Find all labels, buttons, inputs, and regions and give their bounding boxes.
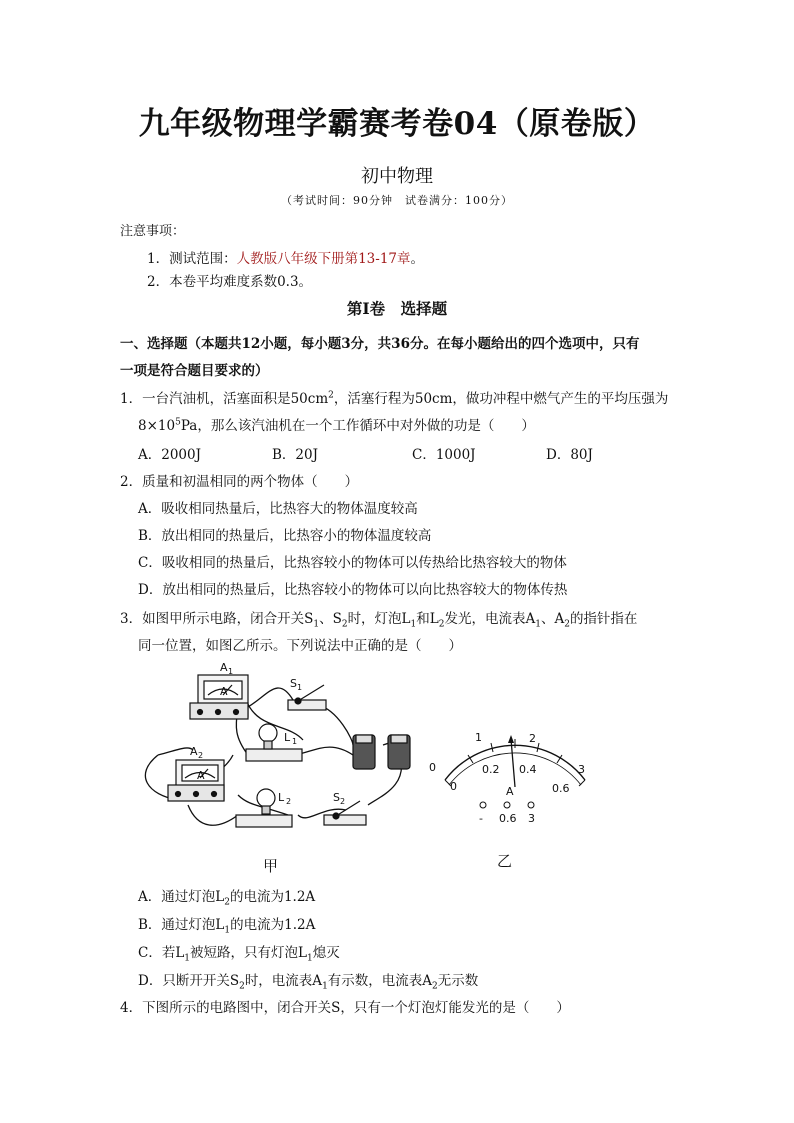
svg-text:2: 2 [198,751,204,760]
figure-a-caption: 甲 [263,857,279,875]
dial-bottom-2: 0.4 [519,763,537,776]
q4-stem: 4．下图所示的电路图中，闭合开关S，只有一个灯泡灯能发光的是（ ） [120,1000,570,1016]
ammeter-a2 [168,760,224,801]
dial-unit: A [506,785,514,798]
q3-stem-line-1: 3．如图甲所示电路，闭合开关$S_1$、$S_2$时，灯泡$L_1$和$L_2$发光，电流表$A_1$、$A_2$的指针指在 [120,611,638,630]
note-item-2: 2．本卷平均难度系数0.3。 [147,274,313,290]
dial-top-1: 1 [475,731,482,744]
svg-text:1: 1 [292,737,298,746]
label-l1: L [284,731,291,744]
svg-text:1: 1 [228,667,234,676]
q3-option-c[interactable]: C．若$L_1$被短路，只有灯泡$L_1$熄灭 [138,945,340,964]
q3-option-d[interactable]: D．只断开开关$S_2$时，电流表$A_1$有示数，电流表$A_2$无示数 [138,973,479,992]
q2-stem: 2．质量和初温相同的两个物体（ ） [120,474,359,490]
figure-b-caption: 乙 [497,852,513,870]
q1-option-a[interactable]: A．2000J [138,447,202,463]
q1-stem-line-2: $8\times 10^5Pa$，那么该汽油机在一个工作循环中对外做的功是（ ） [138,417,535,434]
part-instructions-line-2: 一项是符合题目要求的） [120,363,269,379]
meter-a2-letter: A [197,769,205,782]
svg-text:2: 2 [286,797,292,806]
q3-option-b[interactable]: B．通过灯泡$L_1$的电流为1.2A [138,917,316,936]
test-range-highlight: 人教版八年级下册第13-17章 [236,251,411,267]
q2-option-a[interactable]: A．吸收相同热量后，比热容大的物体温度较高 [138,501,418,517]
exam-subtitle: 初中物理 [361,166,433,187]
q1-stem-line-1: 1．一台汽油机，活塞面积是$50cm^2$，活塞行程为50cm，做功冲程中燃气产生的平均压强为 [120,390,669,407]
battery-pair [353,735,410,769]
note-item-1: 1．测试范围：人教版八年级下册第13-17章。 [147,251,425,267]
terminal-0-6: 0.6 [499,812,517,825]
q1-option-b[interactable]: B．20J [272,447,319,463]
svg-text:2: 2 [340,797,346,806]
label-a1: A [220,661,228,674]
exam-title: 九年级物理学霸赛考卷04（原卷版） [138,106,656,142]
q2-option-c[interactable]: C．吸收相同的热量后，比热容较小的物体可以传热给比热容较大的物体 [138,555,567,571]
dial-top-3: 3 [578,763,585,776]
ammeter-dial-figure-b [425,725,605,830]
section-title: 第Ⅰ卷 选择题 [346,299,448,318]
svg-text:1: 1 [297,683,303,692]
dial-top-2: 2 [529,732,536,745]
exam-info: （考试时间：90分钟 试卷满分：100分） [281,194,513,207]
label-s1: S [290,677,297,690]
dial-bottom-0: 0 [450,780,457,793]
q3-stem-line-2: 同一位置，如图乙所示。下列说法中正确的是（ ） [138,638,462,654]
dial-top-0: 0 [429,761,436,774]
terminal-3: 3 [528,812,535,825]
circuit-figure-a [138,655,428,855]
terminal-neg: - [479,812,483,825]
dial-bottom-1: 0.2 [482,763,500,776]
label-a2: A [190,745,198,758]
q2-option-d[interactable]: D．放出相同的热量后，比热容较小的物体可以向比热容较大的物体传热 [138,582,568,598]
meter-a1-letter: A [220,685,228,698]
dial-needle [511,739,515,787]
q2-option-b[interactable]: B．放出相同的热量后，比热容小的物体温度较高 [138,528,432,544]
part-instructions-line-1: 一、选择题（本题共12小题，每小题3分，共36分。在每小题给出的四个选项中，只有 [120,336,640,352]
q3-option-a[interactable]: A．通过灯泡$L_2$的电流为1.2A [138,889,316,908]
dial-bottom-3: 0.6 [552,782,570,795]
label-s2: S [333,791,340,804]
ammeter-a1 [190,675,248,719]
q1-option-c[interactable]: C．1000J [412,447,476,463]
notes-heading: 注意事项： [120,224,186,239]
label-l2: L [278,791,285,804]
q1-option-d[interactable]: D．80J [546,447,593,463]
